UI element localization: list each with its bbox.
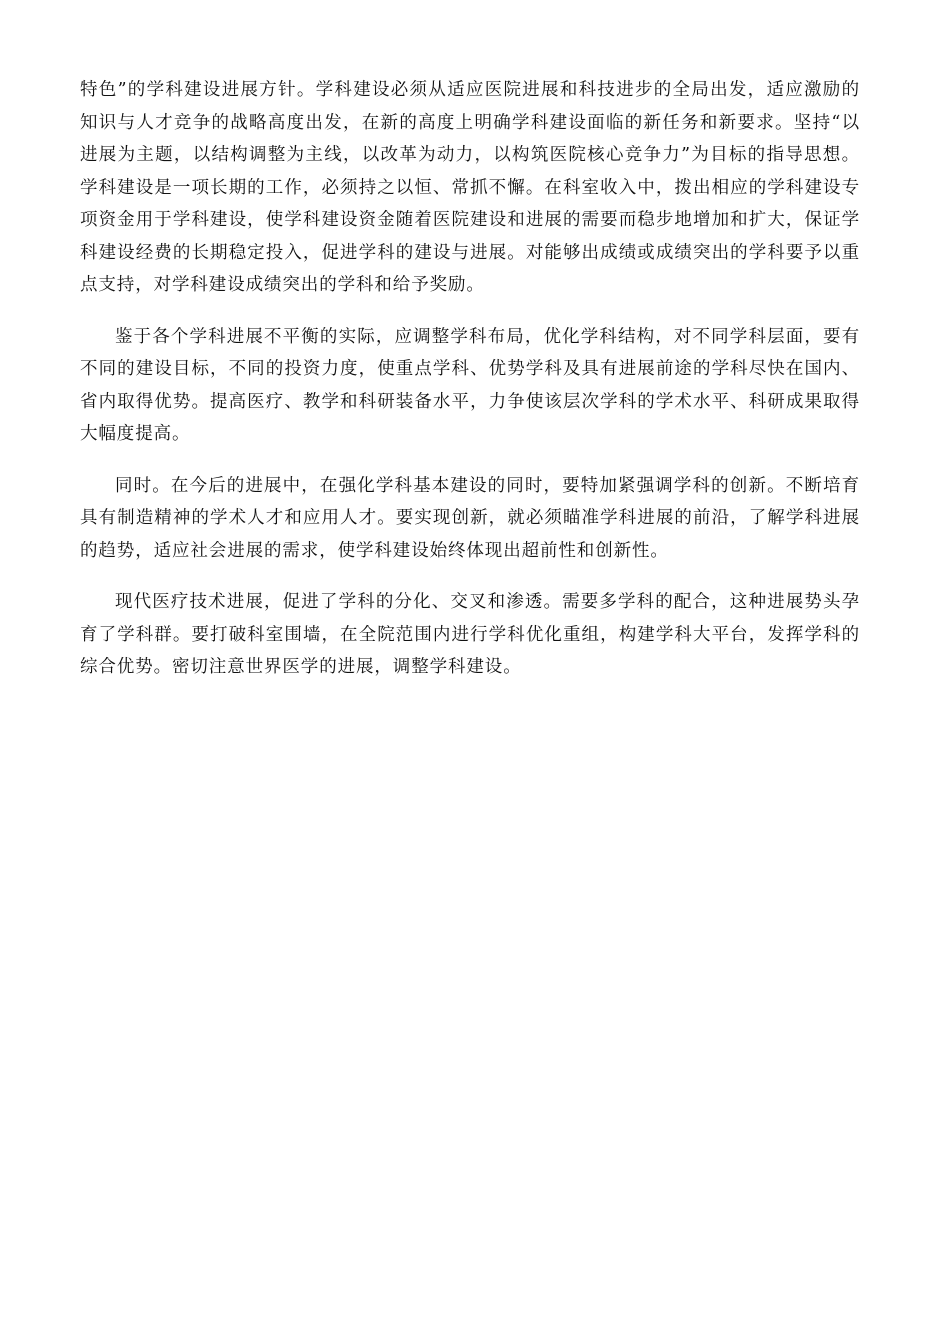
document-body (80, 74, 860, 703)
paragraph-multidisciplinary: 现代医疗技术进展，促进了学科的分化、交叉和渗透。需要多学科的配合，这种进展势头孕育了学科群。要打破科室围墙，在全院范围内进行学科优化重组，构建学科大平台，发挥学科的综合优势。密切注意世界医学的进展，调整学科建设。 (80, 592, 860, 677)
paragraph-innovation: 同时。在今后的进展中，在强化学科基本建设的同时，要特加紧强调学科的创新。不断培育具有制造精神的学术人才和应用人才。要实现创新，就必须瞄准学科进展的前沿，了解学科进展的趋势，适应社会进展的需求，使学科建设始终体现出超前性和创新性。 (80, 475, 860, 561)
paragraph-continued: 特色”的学科建设进展方针。学科建设必须从适应医院进展和科技进步的全局出发，适应激励的知识与人才竞争的战略高度出发，在新的高度上明确学科建设面临的新任务和新要求。坚持“以进展为主题，以结构调整为主线，以改革为动力，以构筑医院核心竞争力”为目标的指导思想。学科建设是一项长期的工作，必须持之以恒、常抓不懈。在科室收入中，拨出相应的学科建设专项资金用于学科建设，使学科建设资金随着医院建设和进展的需要而稳步地增加和扩大，保证学科建设经费的长期稳定投入，促进学科的建设与进展。对能够出成绩或成绩突出的学科要予以重点支持，对学科建设成绩突出的学科和给予奖励。 (80, 80, 860, 295)
paragraph-subject-layout: 鉴于各个学科进展不平衡的实际，应调整学科布局，优化学科结构，对不同学科层面，要有不同的建设目标，不同的投资力度，使重点学科、优势学科及具有进展前途的学科尽快在国内、省内取得优势。提高医疗、教学和科研装备水平，力争使该层次学科的学术水平、科研成果取得大幅度提高。 (80, 326, 860, 444)
